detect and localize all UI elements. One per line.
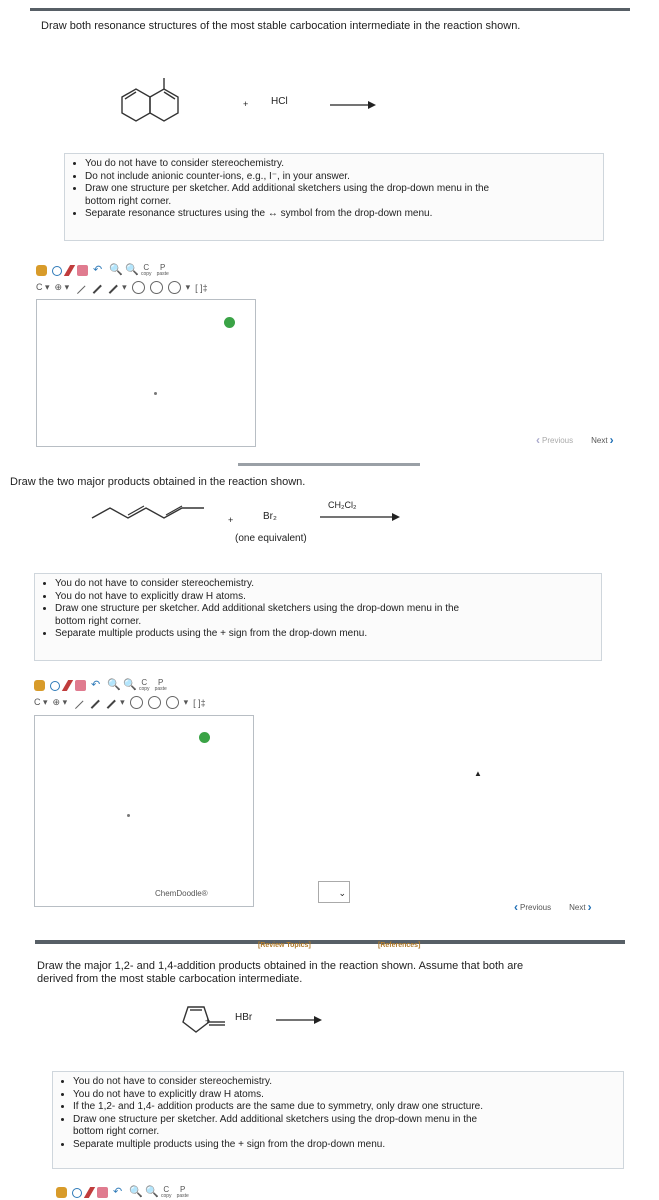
hand-icon[interactable] (34, 680, 45, 691)
review-topics-link[interactable]: [Review Topics] (258, 942, 311, 949)
q2-reagent-note: (one equivalent) (235, 533, 307, 544)
chemdoodle-label: ChemDoodle® (155, 889, 208, 898)
q3-instructions (52, 1071, 624, 1169)
paste-button[interactable]: P paste (176, 1184, 189, 1199)
q2-bullet-4: • Separate multiple products using the + sign from the drop-down menu. (55, 628, 595, 641)
hand-icon[interactable] (36, 265, 47, 276)
ring-dropdown[interactable]: ▾ (185, 282, 191, 292)
q1-bullet-4: • Separate resonance structures using the ↔ symbol from the drop-down menu. (85, 208, 597, 221)
q1-sketcher-toolbar (36, 262, 336, 298)
q2-bullet-3: • Draw one structure per sketcher. Add additional sketchers using the drop-down menu in the bottom right corner. (55, 603, 595, 628)
eraser-icon[interactable] (77, 265, 88, 276)
q1-plus: + (243, 99, 249, 109)
q2-solvent: CH₂Cl₂ (328, 500, 357, 510)
benzene-icon[interactable] (150, 281, 163, 294)
q1-prompt: Draw both resonance structures of the most stable carbocation intermediate in the reaction shown. (41, 20, 521, 32)
copy-button[interactable]: C copy (161, 1184, 172, 1199)
q3-bullet-5: • Separate multiple products using the + sign from the drop-down menu. (73, 1139, 617, 1152)
brackets-button[interactable]: [ ]‡ (193, 697, 206, 708)
eraser-icon[interactable] (75, 680, 86, 691)
element-dropdown[interactable]: C ▾ (36, 282, 50, 292)
q3-bullet-3: • If the 1,2- and 1,4- addition products are the same due to symmetry, only draw one structure. (73, 1101, 617, 1114)
hash-bond-icon[interactable] (105, 281, 118, 294)
hash-bond-icon[interactable] (103, 696, 116, 709)
q3-bullet-4: • Draw one structure per sketcher. Add additional sketchers using the drop-down menu in the bottom right corner. (73, 1114, 617, 1139)
q3-reaction-arrow (276, 1015, 322, 1025)
cursor-icon: ▲ (474, 769, 482, 778)
pencil-icon[interactable] (84, 1187, 95, 1198)
paste-button[interactable]: P paste (156, 262, 169, 277)
q2-reagent: Br₂ (263, 511, 277, 522)
undo-icon[interactable]: ↶ (113, 1186, 123, 1198)
previous-button[interactable]: ‹ Previous (536, 433, 574, 447)
q1-reaction-arrow (330, 100, 376, 110)
q2-instructions (34, 573, 602, 661)
pencil-icon[interactable] (62, 680, 73, 691)
q2-sketcher-canvas[interactable] (34, 715, 254, 907)
undo-icon[interactable]: ↶ (93, 264, 103, 276)
q1-reagent: HCl (271, 96, 288, 107)
q1-instructions (64, 153, 604, 241)
single-bond-icon[interactable] (74, 281, 86, 293)
wedge-bond-icon[interactable] (87, 696, 100, 709)
pencil-icon[interactable] (64, 265, 75, 276)
q2-bullet-2: • You do not have to explicitly draw H atoms. (55, 591, 595, 604)
charge-dropdown[interactable]: ⊕ ▾ (52, 697, 68, 707)
q2-status-dot (199, 732, 210, 743)
q3-bullet-2: • You do not have to explicitly draw H atoms. (73, 1089, 617, 1102)
bond-dropdown[interactable]: ▾ (120, 697, 125, 707)
charge-dropdown[interactable]: ⊕ ▾ (54, 282, 70, 292)
lasso-icon[interactable] (72, 1188, 82, 1198)
hand-icon[interactable] (56, 1187, 67, 1198)
q1-bullet-1: • You do not have to consider stereochemistry. (85, 158, 597, 171)
q2-bullet-1: • You do not have to consider stereochemistry. (55, 578, 595, 591)
references-link[interactable]: [References] (378, 942, 421, 949)
bond-dropdown[interactable]: ▾ (122, 282, 127, 292)
wedge-bond-icon[interactable] (89, 281, 102, 294)
q1-reactant-structure (110, 72, 220, 132)
q1-bullet-2: • Do not include anionic counter-ions, e.g., I⁻, in your answer. (85, 171, 597, 184)
q2-reaction-arrow (320, 512, 400, 522)
benzene-icon[interactable] (148, 696, 161, 709)
brackets-button[interactable]: [ ]‡ (195, 282, 208, 293)
cyclopentane-icon[interactable] (168, 281, 181, 294)
element-dropdown[interactable]: C ▾ (34, 697, 48, 707)
zoom-in-icon[interactable]: 🔍 (107, 679, 121, 691)
paste-button[interactable]: P paste (154, 677, 167, 692)
q1-canvas-dot (154, 392, 157, 395)
next-button[interactable]: Next › (569, 900, 592, 914)
q3-divider (35, 940, 625, 944)
cyclopentane-icon[interactable] (166, 696, 179, 709)
single-bond-icon[interactable] (72, 696, 84, 708)
q2-navigation (514, 900, 592, 914)
cyclohexane-icon[interactable] (130, 696, 143, 709)
q1-status-dot (224, 317, 235, 328)
zoom-in-icon[interactable]: 🔍 (129, 1186, 143, 1198)
q3-reagent: HBr (235, 1012, 253, 1023)
zoom-in-icon[interactable]: 🔍 (109, 264, 123, 276)
copy-button[interactable]: C copy (141, 262, 152, 277)
next-button[interactable]: Next › (591, 433, 614, 447)
q3-prompt-line1: Draw the major 1,2- and 1,4-addition products obtained in the reaction shown. Assume that both are (37, 960, 524, 972)
cyclohexane-icon[interactable] (132, 281, 145, 294)
q2-plus: + (228, 515, 234, 525)
zoom-out-icon[interactable]: 🔍 (145, 1186, 159, 1198)
q3-sketcher-toolbar (56, 1184, 356, 1200)
previous-button[interactable]: ‹ Previous (514, 900, 552, 914)
q1-sketcher-canvas[interactable] (36, 299, 256, 447)
q3-bullet-1: • You do not have to consider stereochemistry. (73, 1076, 617, 1089)
eraser-icon[interactable] (97, 1187, 108, 1198)
q2-prompt: Draw the two major products obtained in the reaction shown. (10, 476, 306, 488)
q1-divider (238, 463, 420, 466)
q3-prompt-line2: derived from the most stable carbocation intermediate. (37, 973, 303, 985)
q1-bullet-3: • Draw one structure per sketcher. Add additional sketchers using the drop-down menu in the bottom right corner. (85, 183, 597, 208)
q2-add-sketcher-dropdown[interactable]: ⌄ (318, 881, 350, 903)
undo-icon[interactable]: ↶ (91, 679, 101, 691)
q1-navigation (536, 433, 614, 447)
q3-plus: + (205, 1016, 211, 1026)
lasso-icon[interactable] (52, 266, 62, 276)
lasso-icon[interactable] (50, 681, 60, 691)
zoom-out-icon[interactable]: 🔍 (125, 264, 139, 276)
copy-button[interactable]: C copy (139, 677, 150, 692)
q2-reactant-structure (90, 502, 210, 524)
top-divider (30, 8, 630, 11)
q2-sketcher-toolbar (34, 677, 334, 713)
zoom-out-icon[interactable]: 🔍 (123, 679, 137, 691)
q3-reactant-structure (170, 1001, 230, 1039)
q2-canvas-dot (127, 814, 130, 817)
ring-dropdown[interactable]: ▾ (183, 697, 189, 707)
